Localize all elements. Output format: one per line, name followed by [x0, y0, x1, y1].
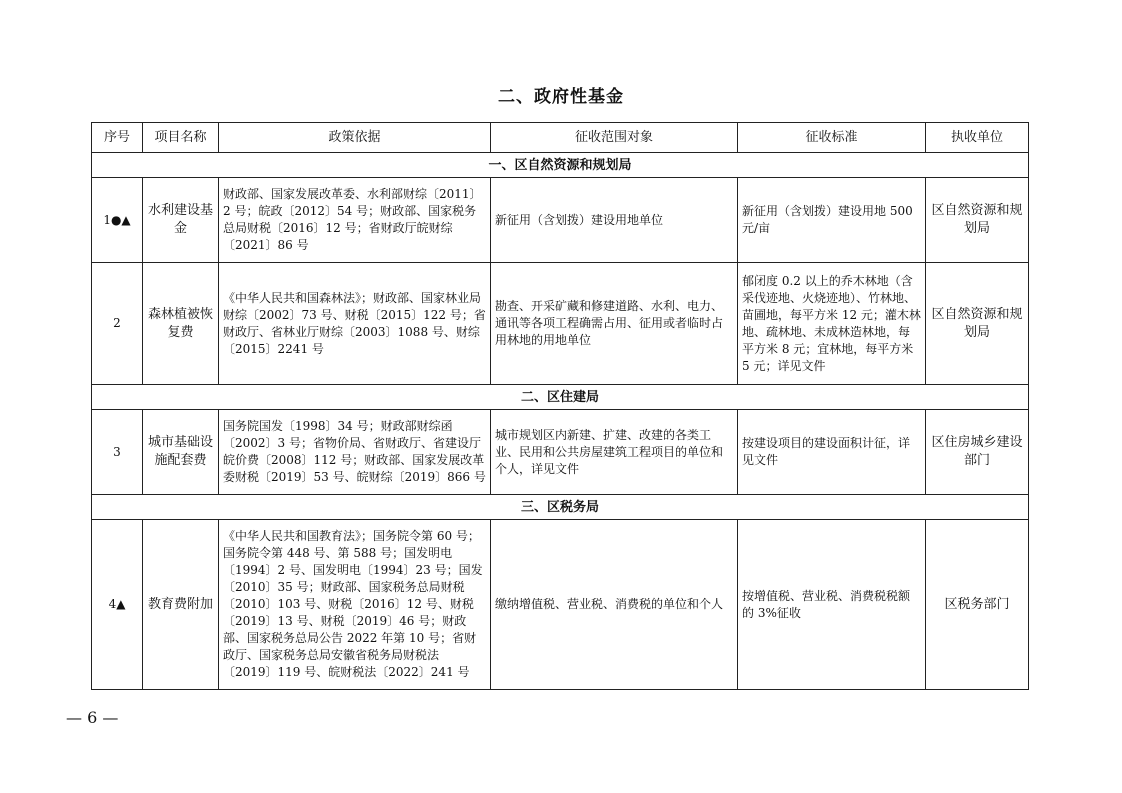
row-name: 水利建设基金 [143, 178, 219, 263]
row-unit: 区税务部门 [926, 520, 1029, 690]
row-unit: 区住房城乡建设部门 [926, 410, 1029, 495]
row-name: 森林植被恢复费 [143, 263, 219, 385]
section-row [92, 385, 1029, 410]
section-label: 一、区自然资源和规划局 [92, 153, 1029, 178]
section-row [92, 153, 1029, 178]
row-policy: 国务院国发〔1998〕34 号；财政部财综函〔2002〕3 号；省物价局、省财政厅、省建设厅皖价费〔2008〕112 号；财政部、国家发展改革委财税〔2019〕53 号、皖财综〔2019〕866 号 [219, 410, 491, 495]
table-row [92, 410, 1029, 495]
section-label: 二、区住建局 [92, 385, 1029, 410]
fund-table [91, 122, 1029, 690]
header-name: 项目名称 [143, 123, 219, 153]
header-scope: 征收范围对象 [491, 123, 738, 153]
row-standard: 新征用（含划拨）建设用地 500 元/亩 [738, 178, 926, 263]
row-name: 城市基础设施配套费 [143, 410, 219, 495]
row-name: 教育费附加 [143, 520, 219, 690]
row-seq: 2 [92, 263, 143, 385]
row-unit: 区自然资源和规划局 [926, 263, 1029, 385]
header-policy: 政策依据 [219, 123, 491, 153]
header-standard: 征收标准 [738, 123, 926, 153]
table-row [92, 520, 1029, 690]
row-scope: 新征用（含划拨）建设用地单位 [491, 178, 738, 263]
table-header-row [92, 123, 1029, 153]
row-seq: 4▲ [92, 520, 143, 690]
page-number: — 6 — [66, 708, 119, 727]
row-policy: 《中华人民共和国教育法》；国务院令第 60 号；国务院令第 448 号、第 588 号；国发明电〔1994〕2 号、国发明电〔1994〕23 号；国发〔2010〕35 号；财政部、国家税务总局财税〔2010〕103 号、财税〔2016〕12 号、财税〔2019〕13 号、财税〔2019〕46 号；财政部、国家税务总局公告 2022 年第 10 号；省财政厅、国家税务总局安徽省税务局财税法〔2019〕119 号、皖财税法〔2022〕241 号 [219, 520, 491, 690]
section-row [92, 495, 1029, 520]
row-policy: 财政部、国家发展改革委、水利部财综〔2011〕2 号；皖政〔2012〕54 号；财政部、国家税务总局财税〔2016〕12 号；省财政厅皖财综〔2021〕86 号 [219, 178, 491, 263]
row-standard: 按建设项目的建设面积计征，详见文件 [738, 410, 926, 495]
header-unit: 执收单位 [926, 123, 1029, 153]
row-policy: 《中华人民共和国森林法》；财政部、国家林业局财综〔2002〕73 号、财税〔2015〕122 号；省财政厅、省林业厅财综〔2003〕1088 号、财综〔2015〕2241 号 [219, 263, 491, 385]
page-title: 二、政府性基金 [498, 87, 624, 107]
row-seq: 1●▲ [92, 178, 143, 263]
section-label: 三、区税务局 [92, 495, 1029, 520]
row-scope: 缴纳增值税、营业税、消费税的单位和个人 [491, 520, 738, 690]
row-seq: 3 [92, 410, 143, 495]
table-row [92, 263, 1029, 385]
row-scope: 勘查、开采矿藏和修建道路、水利、电力、通讯等各项工程确需占用、征用或者临时占用林地的用地单位 [491, 263, 738, 385]
table-row [92, 178, 1029, 263]
header-seq: 序号 [92, 123, 143, 153]
row-unit: 区自然资源和规划局 [926, 178, 1029, 263]
row-standard: 郁闭度 0.2 以上的乔木林地（含采伐迹地、火烧迹地）、竹林地、苗圃地，每平方米 12 元；灌木林地、疏林地、未成林造林地，每平方米 8 元；宜林地，每平方米 5 元；详见文件 [738, 263, 926, 385]
row-scope: 城市规划区内新建、扩建、改建的各类工业、民用和公共房屋建筑工程项目的单位和个人，详见文件 [491, 410, 738, 495]
row-standard: 按增值税、营业税、消费税税额的 3%征收 [738, 520, 926, 690]
